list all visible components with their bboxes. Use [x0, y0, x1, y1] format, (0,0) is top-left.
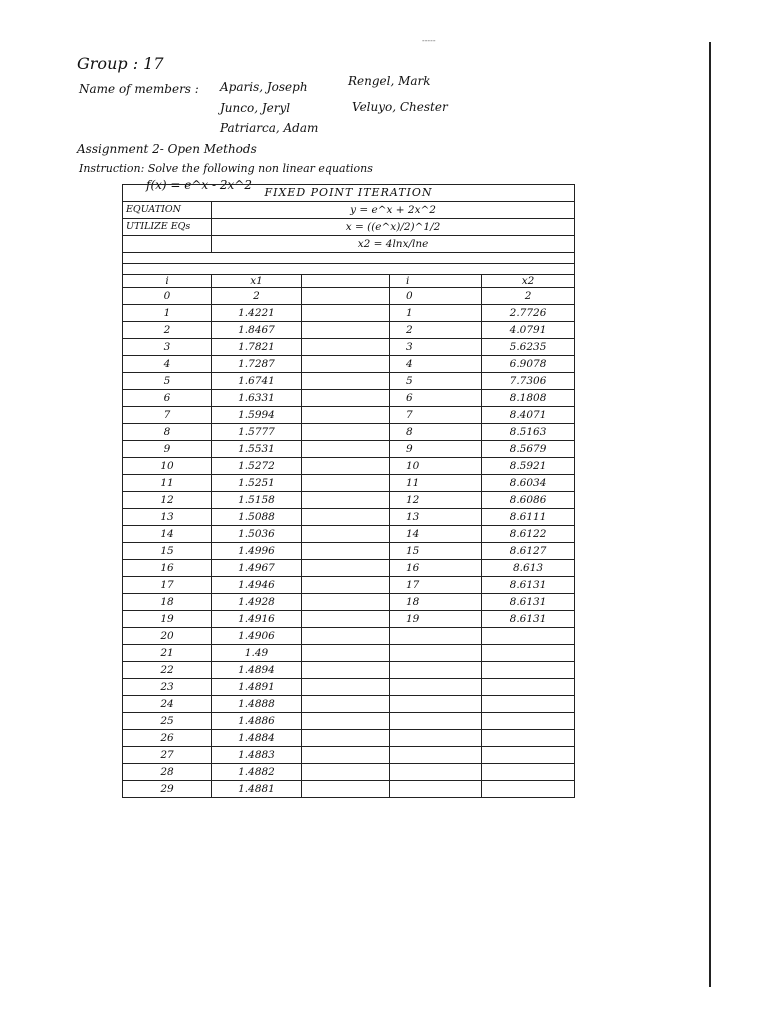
spacer-cell [302, 628, 390, 645]
x1-i-cell: 14 [123, 526, 212, 543]
x2-i-cell [390, 662, 482, 679]
table-row [123, 611, 575, 628]
x1-value-cell: 1.5777 [212, 424, 302, 441]
x1-value-cell: 1.4884 [212, 730, 302, 747]
utilize-row-2 [123, 236, 575, 253]
x2-i-cell [390, 679, 482, 696]
x1-value-cell: 1.4928 [212, 594, 302, 611]
spacer-cell [302, 424, 390, 441]
table-row [123, 594, 575, 611]
table-row [123, 356, 575, 373]
x2-value-cell: 8.5921 [482, 458, 575, 475]
x1-i-cell: 25 [123, 713, 212, 730]
x2-i-cell: 19 [390, 611, 482, 628]
x2-value-cell: 8.5163 [482, 424, 575, 441]
x2-value-cell: 8.6122 [482, 526, 575, 543]
x2-i-cell: 2 [390, 322, 482, 339]
x1-value-cell: 1.4882 [212, 764, 302, 781]
x1-value-cell: 1.5088 [212, 509, 302, 526]
x1-i-cell: 3 [123, 339, 212, 356]
x2-i-cell [390, 645, 482, 662]
spacer-cell [302, 730, 390, 747]
table-row [123, 339, 575, 356]
x1-value-cell: 1.4881 [212, 781, 302, 798]
x1-value-cell: 1.4886 [212, 713, 302, 730]
members-label: Name of members : [79, 82, 199, 96]
x2-i-cell [390, 696, 482, 713]
x1-i-cell: 28 [123, 764, 212, 781]
top-tick-mark: ----- [422, 36, 436, 45]
x1-value-cell: 1.5158 [212, 492, 302, 509]
table-row [123, 662, 575, 679]
x1-value-cell: 1.4221 [212, 305, 302, 322]
equation-label: EQUATION [123, 202, 212, 219]
x2-i-cell: 7 [390, 407, 482, 424]
spacer-cell [302, 713, 390, 730]
x1-value-cell: 2 [212, 288, 302, 305]
x2-value-cell: 8.6131 [482, 577, 575, 594]
x1-i-cell: 17 [123, 577, 212, 594]
x1-value-cell: 1.4906 [212, 628, 302, 645]
x1-i-cell: 15 [123, 543, 212, 560]
x1-value-cell: 1.4946 [212, 577, 302, 594]
member-name: Veluyo, Chester [352, 100, 448, 114]
table-row [123, 390, 575, 407]
spacer-cell [302, 356, 390, 373]
member-name: Aparis, Joseph [220, 80, 308, 94]
x2-value-cell [482, 713, 575, 730]
x1-value-cell: 1.7287 [212, 356, 302, 373]
spacer-cell [302, 645, 390, 662]
table-row [123, 492, 575, 509]
x2-i-cell: 13 [390, 509, 482, 526]
utilize-label: UTILIZE EQs [123, 219, 212, 236]
spacer-cell [302, 662, 390, 679]
x1-i-cell: 16 [123, 560, 212, 577]
x1-value-cell: 1.7821 [212, 339, 302, 356]
table-row [123, 560, 575, 577]
x1-i-cell: 27 [123, 747, 212, 764]
spacer-cell [302, 492, 390, 509]
x2-i-cell: 10 [390, 458, 482, 475]
spacer-cell [302, 526, 390, 543]
x2-value-cell [482, 781, 575, 798]
x2-i-cell [390, 730, 482, 747]
x1-i-cell: 6 [123, 390, 212, 407]
x2-value-cell: 6.9078 [482, 356, 575, 373]
x2-i-cell: 14 [390, 526, 482, 543]
x1-value-cell: 1.4996 [212, 543, 302, 560]
x1-value-cell: 1.5994 [212, 407, 302, 424]
spacer-cell [302, 475, 390, 492]
x1-i-cell: 7 [123, 407, 212, 424]
x2-i-cell: 6 [390, 390, 482, 407]
x2-value-cell [482, 645, 575, 662]
table-row [123, 628, 575, 645]
fixed-point-iteration-table [122, 184, 575, 798]
x1-i-cell: 22 [123, 662, 212, 679]
assignment-label: Assignment 2- Open Methods [77, 142, 257, 156]
x1-value-cell: 1.5036 [212, 526, 302, 543]
x1-value-cell: 1.4883 [212, 747, 302, 764]
x2-value-cell: 8.6127 [482, 543, 575, 560]
x1-value-cell: 1.4894 [212, 662, 302, 679]
x1-value-cell: 1.6741 [212, 373, 302, 390]
col-header-x2: x2 [482, 275, 575, 288]
spacer-cell [302, 594, 390, 611]
instruction-text: Instruction: Solve the following non linear equations [79, 162, 373, 175]
table-row [123, 509, 575, 526]
x2-value-cell: 8.6111 [482, 509, 575, 526]
x2-i-cell: 3 [390, 339, 482, 356]
member-name: Rengel, Mark [348, 74, 431, 88]
spacer-cell [302, 611, 390, 628]
table-row [123, 645, 575, 662]
table-row [123, 696, 575, 713]
x2-i-cell: 9 [390, 441, 482, 458]
x2-value-cell [482, 628, 575, 645]
spacer-cell [302, 679, 390, 696]
spacer-cell [302, 390, 390, 407]
member-name: Junco, Jeryl [220, 101, 291, 115]
blank-row [123, 253, 575, 264]
x1-value-cell: 1.4888 [212, 696, 302, 713]
x2-value-cell [482, 679, 575, 696]
table-row [123, 407, 575, 424]
x2-i-cell [390, 628, 482, 645]
spacer-cell [302, 543, 390, 560]
x2-value-cell: 8.6086 [482, 492, 575, 509]
table-row [123, 526, 575, 543]
x2-value-cell: 8.1808 [482, 390, 575, 407]
x1-value-cell: 1.4967 [212, 560, 302, 577]
equation-value: y = e^x + 2x^2 [212, 202, 575, 219]
col-header-i2: i [390, 275, 482, 288]
x1-value-cell: 1.4891 [212, 679, 302, 696]
x2-i-cell [390, 713, 482, 730]
x2-i-cell: 16 [390, 560, 482, 577]
spacer-cell [302, 764, 390, 781]
x2-value-cell: 8.5679 [482, 441, 575, 458]
x1-i-cell: 19 [123, 611, 212, 628]
x2-value-cell: 8.6034 [482, 475, 575, 492]
x1-value-cell: 1.6331 [212, 390, 302, 407]
x2-i-cell: 18 [390, 594, 482, 611]
table-row [123, 747, 575, 764]
x1-i-cell: 10 [123, 458, 212, 475]
table-row [123, 305, 575, 322]
x1-i-cell: 8 [123, 424, 212, 441]
x2-value-cell [482, 764, 575, 781]
utilize-value-1: x = ((e^x)/2)^1/2 [212, 219, 575, 236]
x2-i-cell: 1 [390, 305, 482, 322]
spacer-cell [302, 322, 390, 339]
member-name: Patriarca, Adam [220, 121, 319, 135]
x1-value-cell: 1.8467 [212, 322, 302, 339]
x1-i-cell: 21 [123, 645, 212, 662]
spacer-cell [302, 441, 390, 458]
x2-i-cell: 0 [390, 288, 482, 305]
x2-i-cell: 11 [390, 475, 482, 492]
x1-value-cell: 1.5272 [212, 458, 302, 475]
x2-value-cell [482, 696, 575, 713]
table-row [123, 543, 575, 560]
x2-i-cell [390, 747, 482, 764]
x1-i-cell: 26 [123, 730, 212, 747]
x1-i-cell: 5 [123, 373, 212, 390]
table-row [123, 713, 575, 730]
x1-i-cell: 2 [123, 322, 212, 339]
x1-value-cell: 1.5251 [212, 475, 302, 492]
iteration-rows [123, 288, 575, 798]
x2-value-cell [482, 730, 575, 747]
table-row [123, 288, 575, 305]
x2-value-cell: 8.4071 [482, 407, 575, 424]
spacer-cell [302, 696, 390, 713]
x2-i-cell: 12 [390, 492, 482, 509]
x2-value-cell: 8.6131 [482, 594, 575, 611]
x2-value-cell: 8.613 [482, 560, 575, 577]
table-row [123, 577, 575, 594]
equation-row [123, 202, 575, 219]
table-row [123, 441, 575, 458]
x1-i-cell: 9 [123, 441, 212, 458]
table-row [123, 475, 575, 492]
group-label: Group : 17 [77, 54, 164, 73]
x1-i-cell: 20 [123, 628, 212, 645]
x1-i-cell: 24 [123, 696, 212, 713]
table-row [123, 730, 575, 747]
col-header-i: i [123, 275, 212, 288]
table-row [123, 679, 575, 696]
x2-i-cell [390, 764, 482, 781]
x2-value-cell: 2 [482, 288, 575, 305]
spacer-cell [302, 577, 390, 594]
spacer-cell [302, 288, 390, 305]
blank-row [123, 264, 575, 275]
table-title-row [123, 185, 575, 202]
x1-i-cell: 12 [123, 492, 212, 509]
table-row [123, 458, 575, 475]
x2-value-cell: 7.7306 [482, 373, 575, 390]
x2-value-cell: 2.7726 [482, 305, 575, 322]
x1-i-cell: 11 [123, 475, 212, 492]
x2-value-cell: 8.6131 [482, 611, 575, 628]
x2-i-cell: 17 [390, 577, 482, 594]
spacer-cell [302, 305, 390, 322]
table-row [123, 322, 575, 339]
x1-i-cell: 1 [123, 305, 212, 322]
spacer-cell [302, 407, 390, 424]
function-expression: f(x) = e^x - 2x^2 [146, 178, 252, 192]
x1-value-cell: 1.4916 [212, 611, 302, 628]
spacer-cell [302, 509, 390, 526]
column-header-row [123, 275, 575, 288]
spacer-cell [302, 458, 390, 475]
x1-value-cell: 1.5531 [212, 441, 302, 458]
table-row [123, 373, 575, 390]
x1-i-cell: 4 [123, 356, 212, 373]
table-row [123, 764, 575, 781]
spacer-cell [302, 339, 390, 356]
page-edge [709, 42, 711, 987]
x1-i-cell: 18 [123, 594, 212, 611]
x2-value-cell: 4.0791 [482, 322, 575, 339]
x1-i-cell: 0 [123, 288, 212, 305]
x2-i-cell [390, 781, 482, 798]
x1-i-cell: 23 [123, 679, 212, 696]
table-row [123, 781, 575, 798]
col-header-x1: x1 [212, 275, 302, 288]
table-title: FIXED POINT ITERATION [123, 185, 575, 202]
x2-i-cell: 4 [390, 356, 482, 373]
x2-i-cell: 5 [390, 373, 482, 390]
x2-i-cell: 15 [390, 543, 482, 560]
spacer-cell [302, 373, 390, 390]
utilize-value-2: x2 = 4lnx/lne [212, 236, 575, 253]
x2-value-cell [482, 747, 575, 764]
spacer-cell [302, 781, 390, 798]
x1-i-cell: 13 [123, 509, 212, 526]
spacer-cell [302, 560, 390, 577]
x1-i-cell: 29 [123, 781, 212, 798]
x2-value-cell [482, 662, 575, 679]
x2-i-cell: 8 [390, 424, 482, 441]
utilize-row [123, 219, 575, 236]
table-row [123, 424, 575, 441]
x1-value-cell: 1.49 [212, 645, 302, 662]
x2-value-cell: 5.6235 [482, 339, 575, 356]
spacer-cell [302, 747, 390, 764]
